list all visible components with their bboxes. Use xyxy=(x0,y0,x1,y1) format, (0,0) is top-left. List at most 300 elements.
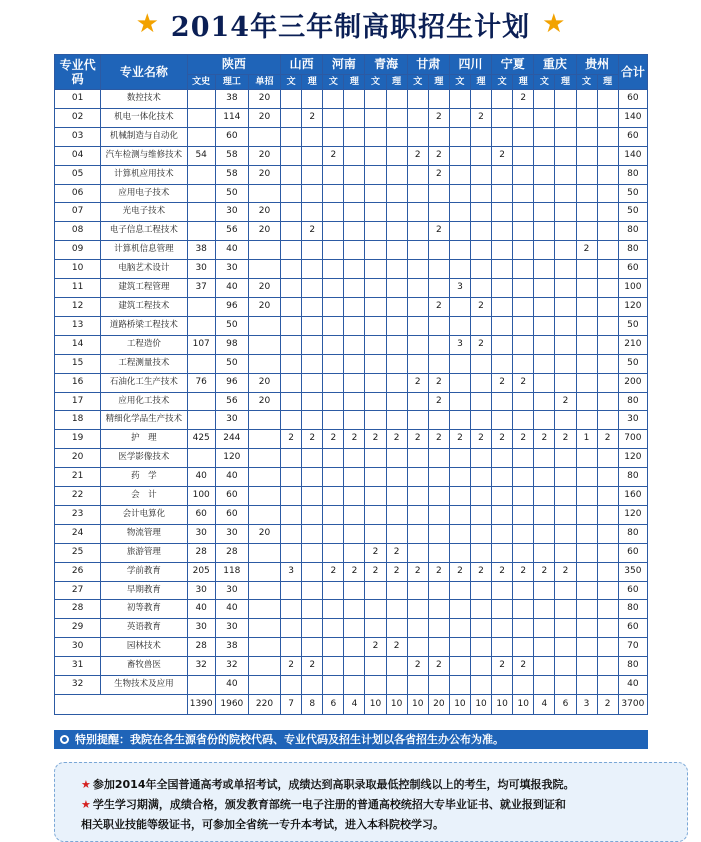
cell-quota xyxy=(513,411,534,430)
cell-quota xyxy=(492,449,513,468)
cell-total: 50 xyxy=(618,203,647,222)
cell-quota xyxy=(597,335,618,354)
cell-quota xyxy=(248,543,280,562)
cell-quota xyxy=(492,505,513,524)
cell-total: 60 xyxy=(618,127,647,146)
cell-quota xyxy=(513,108,534,127)
star-icon: ★ xyxy=(542,9,566,39)
cell-quota xyxy=(344,638,365,657)
cell-quota: 2 xyxy=(492,146,513,165)
cell-quota xyxy=(407,468,428,487)
cell-quota xyxy=(597,241,618,260)
cell-quota xyxy=(555,279,576,298)
cell-quota xyxy=(449,241,470,260)
cell-quota xyxy=(365,222,386,241)
cell-quota: 30 xyxy=(215,203,248,222)
table-body xyxy=(55,90,648,715)
cell-quota xyxy=(302,676,323,695)
cell-quota xyxy=(555,619,576,638)
cell-quota xyxy=(597,657,618,676)
cell-code: 22 xyxy=(55,487,101,506)
cell-quota xyxy=(323,165,344,184)
cell-quota xyxy=(492,543,513,562)
cell-quota xyxy=(248,184,280,203)
header-code: 专业代码 xyxy=(55,55,101,90)
cell-major-name: 机电一体化技术 xyxy=(101,108,187,127)
cell-sum: 3700 xyxy=(618,695,647,715)
cell-quota: 2 xyxy=(428,373,449,392)
cell-quota xyxy=(513,638,534,657)
table-row xyxy=(55,146,648,165)
cell-major-name: 会计电算化 xyxy=(101,505,187,524)
cell-total: 350 xyxy=(618,562,647,581)
cell-quota xyxy=(365,279,386,298)
cell-quota xyxy=(407,316,428,335)
cell-quota: 2 xyxy=(323,562,344,581)
cell-quota xyxy=(428,638,449,657)
cell-quota: 2 xyxy=(365,638,386,657)
cell-quota xyxy=(407,411,428,430)
cell-quota xyxy=(302,392,323,411)
header-province: 重庆 xyxy=(534,55,576,75)
cell-sum: 1960 xyxy=(215,695,248,715)
cell-quota: 20 xyxy=(248,222,280,241)
cell-quota xyxy=(534,638,555,657)
cell-quota xyxy=(555,354,576,373)
cell-quota xyxy=(407,581,428,600)
cell-quota: 50 xyxy=(215,354,248,373)
cell-quota: 20 xyxy=(248,203,280,222)
cell-major-name: 药 学 xyxy=(101,468,187,487)
cell-quota xyxy=(470,222,491,241)
cell-quota xyxy=(449,165,470,184)
cell-quota: 96 xyxy=(215,373,248,392)
cell-quota xyxy=(513,354,534,373)
cell-quota xyxy=(492,392,513,411)
cell-quota xyxy=(555,657,576,676)
cell-quota xyxy=(386,241,407,260)
cell-quota xyxy=(248,638,280,657)
cell-quota xyxy=(323,581,344,600)
cell-quota: 3 xyxy=(281,562,302,581)
cell-quota xyxy=(449,638,470,657)
cell-quota xyxy=(534,581,555,600)
cell-quota: 56 xyxy=(215,222,248,241)
cell-quota xyxy=(576,127,597,146)
cell-quota xyxy=(492,468,513,487)
star-bullet-icon: ★ xyxy=(81,778,91,791)
cell-quota xyxy=(281,600,302,619)
cell-quota xyxy=(407,505,428,524)
notice-banner xyxy=(54,730,648,749)
cell-quota xyxy=(386,260,407,279)
cell-code: 14 xyxy=(55,335,101,354)
cell-quota: 40 xyxy=(215,600,248,619)
header-province: 贵州 xyxy=(576,55,618,75)
cell-total: 80 xyxy=(618,524,647,543)
cell-quota xyxy=(365,524,386,543)
star-bullet-icon: ★ xyxy=(81,798,91,811)
cell-quota: 2 xyxy=(576,241,597,260)
cell-quota xyxy=(248,127,280,146)
cell-quota: 2 xyxy=(534,430,555,449)
cell-quota: 54 xyxy=(187,146,215,165)
cell-quota xyxy=(576,524,597,543)
cell-quota xyxy=(344,335,365,354)
cell-quota xyxy=(365,260,386,279)
cell-quota xyxy=(534,90,555,109)
table-row xyxy=(55,316,648,335)
cell-quota xyxy=(534,279,555,298)
cell-quota xyxy=(302,203,323,222)
cell-quota xyxy=(555,108,576,127)
table-row xyxy=(55,373,648,392)
cell-quota: 2 xyxy=(386,430,407,449)
cell-quota xyxy=(407,127,428,146)
cell-quota xyxy=(470,203,491,222)
cell-quota: 2 xyxy=(428,222,449,241)
cell-quota xyxy=(365,505,386,524)
cell-quota: 2 xyxy=(281,430,302,449)
cell-quota xyxy=(323,638,344,657)
cell-quota: 2 xyxy=(513,90,534,109)
cell-quota: 2 xyxy=(386,562,407,581)
cell-quota xyxy=(407,260,428,279)
cell-total: 100 xyxy=(618,279,647,298)
table-row xyxy=(55,524,648,543)
cell-quota: 2 xyxy=(302,222,323,241)
cell-quota xyxy=(248,316,280,335)
cell-quota xyxy=(323,468,344,487)
cell-total: 70 xyxy=(618,638,647,657)
cell-quota xyxy=(597,354,618,373)
cell-quota xyxy=(365,203,386,222)
cell-major-name: 道路桥梁工程技术 xyxy=(101,316,187,335)
table-row xyxy=(55,260,648,279)
cell-quota xyxy=(344,411,365,430)
cell-code: 10 xyxy=(55,260,101,279)
cell-quota xyxy=(492,108,513,127)
cell-quota xyxy=(534,241,555,260)
header-subcolumn: 理 xyxy=(555,75,576,90)
table-row xyxy=(55,297,648,316)
cell-quota: 20 xyxy=(248,392,280,411)
table-row xyxy=(55,165,648,184)
cell-code: 23 xyxy=(55,505,101,524)
cell-quota xyxy=(187,449,215,468)
cell-quota xyxy=(534,543,555,562)
cell-quota xyxy=(281,335,302,354)
cell-sum: 1390 xyxy=(187,695,215,715)
cell-quota xyxy=(302,468,323,487)
cell-quota: 76 xyxy=(187,373,215,392)
cell-quota xyxy=(449,146,470,165)
cell-code: 03 xyxy=(55,127,101,146)
cell-quota xyxy=(365,411,386,430)
cell-quota xyxy=(187,90,215,109)
cell-quota xyxy=(576,108,597,127)
cell-quota xyxy=(365,600,386,619)
cell-quota xyxy=(470,279,491,298)
cell-quota xyxy=(281,373,302,392)
cell-sum: 10 xyxy=(386,695,407,715)
cell-quota xyxy=(386,505,407,524)
cell-quota xyxy=(323,543,344,562)
cell-quota xyxy=(344,487,365,506)
cell-total: 80 xyxy=(618,165,647,184)
cell-quota xyxy=(386,127,407,146)
cell-quota xyxy=(248,354,280,373)
cell-quota xyxy=(534,165,555,184)
cell-quota xyxy=(428,581,449,600)
cell-quota xyxy=(597,108,618,127)
cell-quota: 2 xyxy=(386,543,407,562)
cell-quota xyxy=(344,619,365,638)
cell-quota xyxy=(555,316,576,335)
cell-major-name: 护 理 xyxy=(101,430,187,449)
header-subcolumn: 文 xyxy=(576,75,597,90)
cell-quota xyxy=(428,316,449,335)
cell-quota xyxy=(513,203,534,222)
header-subcolumn: 单招 xyxy=(248,75,280,90)
cell-quota xyxy=(555,335,576,354)
cell-quota: 2 xyxy=(428,297,449,316)
cell-quota xyxy=(470,184,491,203)
cell-quota xyxy=(470,524,491,543)
cell-quota xyxy=(407,354,428,373)
cell-quota xyxy=(323,524,344,543)
cell-quota xyxy=(302,373,323,392)
cell-quota xyxy=(597,392,618,411)
cell-major-name: 精细化学品生产技术 xyxy=(101,411,187,430)
cell-quota: 60 xyxy=(215,505,248,524)
cell-quota xyxy=(597,203,618,222)
cell-quota xyxy=(386,335,407,354)
cell-quota: 20 xyxy=(248,373,280,392)
cell-quota xyxy=(281,316,302,335)
cell-quota: 2 xyxy=(534,562,555,581)
cell-quota: 2 xyxy=(281,657,302,676)
cell-major-name: 汽车检测与维修技术 xyxy=(101,146,187,165)
cell-code: 21 xyxy=(55,468,101,487)
cell-quota xyxy=(470,657,491,676)
table-row xyxy=(55,411,648,430)
cell-quota: 98 xyxy=(215,335,248,354)
cell-quota xyxy=(597,184,618,203)
header-province: 山西 xyxy=(281,55,323,75)
cell-quota: 2 xyxy=(555,430,576,449)
cell-code: 12 xyxy=(55,297,101,316)
cell-sum: 220 xyxy=(248,695,280,715)
cell-quota xyxy=(555,90,576,109)
cell-total: 50 xyxy=(618,354,647,373)
cell-quota xyxy=(187,184,215,203)
cell-quota xyxy=(449,108,470,127)
cell-quota xyxy=(281,146,302,165)
cell-quota xyxy=(597,373,618,392)
cell-sum: 2 xyxy=(597,695,618,715)
cell-quota xyxy=(470,260,491,279)
cell-code: 04 xyxy=(55,146,101,165)
cell-quota xyxy=(428,354,449,373)
cell-quota xyxy=(428,600,449,619)
cell-quota xyxy=(470,392,491,411)
cell-quota xyxy=(365,657,386,676)
cell-quota: 30 xyxy=(187,619,215,638)
cell-quota xyxy=(428,127,449,146)
cell-quota xyxy=(513,619,534,638)
cell-major-name: 生物技术及应用 xyxy=(101,676,187,695)
cell-quota xyxy=(576,165,597,184)
cell-quota xyxy=(576,354,597,373)
cell-quota xyxy=(344,600,365,619)
cell-quota: 114 xyxy=(215,108,248,127)
cell-quota xyxy=(407,165,428,184)
table-row xyxy=(55,543,648,562)
cell-code: 26 xyxy=(55,562,101,581)
cell-quota: 30 xyxy=(215,581,248,600)
cell-sum: 4 xyxy=(344,695,365,715)
cell-quota xyxy=(386,354,407,373)
cell-quota: 30 xyxy=(187,581,215,600)
cell-quota: 2 xyxy=(597,430,618,449)
table-row xyxy=(55,449,648,468)
cell-quota xyxy=(187,392,215,411)
cell-quota xyxy=(386,222,407,241)
cell-quota: 40 xyxy=(187,468,215,487)
cell-quota xyxy=(555,373,576,392)
cell-quota xyxy=(470,146,491,165)
cell-quota: 425 xyxy=(187,430,215,449)
cell-quota xyxy=(344,373,365,392)
cell-quota xyxy=(302,543,323,562)
cell-quota xyxy=(449,373,470,392)
cell-quota xyxy=(534,316,555,335)
cell-quota xyxy=(344,184,365,203)
cell-quota xyxy=(248,581,280,600)
table-row xyxy=(55,430,648,449)
cell-quota xyxy=(470,90,491,109)
cell-code: 15 xyxy=(55,354,101,373)
cell-total: 60 xyxy=(618,581,647,600)
cell-quota xyxy=(323,619,344,638)
cell-quota xyxy=(344,449,365,468)
cell-sum: 3 xyxy=(576,695,597,715)
header-province: 河南 xyxy=(323,55,365,75)
cell-quota xyxy=(555,184,576,203)
cell-quota xyxy=(513,279,534,298)
cell-quota xyxy=(365,316,386,335)
cell-quota xyxy=(449,392,470,411)
cell-quota xyxy=(365,108,386,127)
cell-quota xyxy=(344,279,365,298)
cell-quota xyxy=(597,676,618,695)
cell-quota: 2 xyxy=(302,657,323,676)
cell-quota xyxy=(470,505,491,524)
cell-quota xyxy=(513,468,534,487)
cell-code: 09 xyxy=(55,241,101,260)
cell-quota xyxy=(513,165,534,184)
cell-quota xyxy=(302,562,323,581)
cell-quota xyxy=(449,657,470,676)
cell-quota xyxy=(365,127,386,146)
cell-quota xyxy=(386,449,407,468)
cell-quota xyxy=(428,184,449,203)
cell-total: 80 xyxy=(618,600,647,619)
cell-quota xyxy=(302,354,323,373)
cell-major-name: 光电子技术 xyxy=(101,203,187,222)
cell-quota xyxy=(449,600,470,619)
cell-quota xyxy=(576,657,597,676)
cell-quota xyxy=(555,411,576,430)
cell-quota xyxy=(492,354,513,373)
cell-quota xyxy=(597,90,618,109)
cell-quota xyxy=(449,354,470,373)
cell-quota xyxy=(576,411,597,430)
cell-major-name: 应用化工技术 xyxy=(101,392,187,411)
cell-quota xyxy=(492,297,513,316)
cell-quota xyxy=(281,676,302,695)
cell-quota: 40 xyxy=(215,279,248,298)
cell-quota: 2 xyxy=(407,562,428,581)
header-province: 青海 xyxy=(365,55,407,75)
cell-quota xyxy=(449,297,470,316)
cell-quota: 20 xyxy=(248,279,280,298)
header-subcolumn: 文 xyxy=(534,75,555,90)
cell-quota: 30 xyxy=(215,524,248,543)
cell-quota xyxy=(365,165,386,184)
cell-quota xyxy=(323,411,344,430)
cell-quota xyxy=(428,449,449,468)
cell-quota xyxy=(555,676,576,695)
cell-code: 20 xyxy=(55,449,101,468)
cell-quota xyxy=(534,203,555,222)
cell-code: 01 xyxy=(55,90,101,109)
cell-quota xyxy=(597,619,618,638)
cell-quota xyxy=(555,222,576,241)
cell-quota: 2 xyxy=(513,373,534,392)
cell-quota xyxy=(492,581,513,600)
cell-total: 200 xyxy=(618,373,647,392)
cell-quota xyxy=(449,619,470,638)
cell-quota: 100 xyxy=(187,487,215,506)
cell-quota xyxy=(365,581,386,600)
cell-quota xyxy=(302,411,323,430)
cell-quota xyxy=(407,543,428,562)
cell-quota xyxy=(323,657,344,676)
cell-quota xyxy=(386,581,407,600)
cell-quota xyxy=(555,127,576,146)
info-box xyxy=(54,762,688,842)
cell-quota xyxy=(534,127,555,146)
cell-sum: 6 xyxy=(323,695,344,715)
cell-quota xyxy=(449,487,470,506)
cell-quota: 96 xyxy=(215,297,248,316)
cell-major-name: 应用电子技术 xyxy=(101,184,187,203)
cell-major-name: 计算机信息管理 xyxy=(101,241,187,260)
cell-quota xyxy=(302,335,323,354)
cell-quota: 38 xyxy=(187,241,215,260)
cell-quota xyxy=(323,222,344,241)
cell-quota: 60 xyxy=(215,127,248,146)
cell-quota: 40 xyxy=(215,468,248,487)
cell-quota xyxy=(470,241,491,260)
cell-quota xyxy=(323,335,344,354)
cell-total: 40 xyxy=(618,676,647,695)
header-subcolumn: 理工 xyxy=(215,75,248,90)
header-subcolumn: 文 xyxy=(449,75,470,90)
header-subcolumn: 理 xyxy=(428,75,449,90)
